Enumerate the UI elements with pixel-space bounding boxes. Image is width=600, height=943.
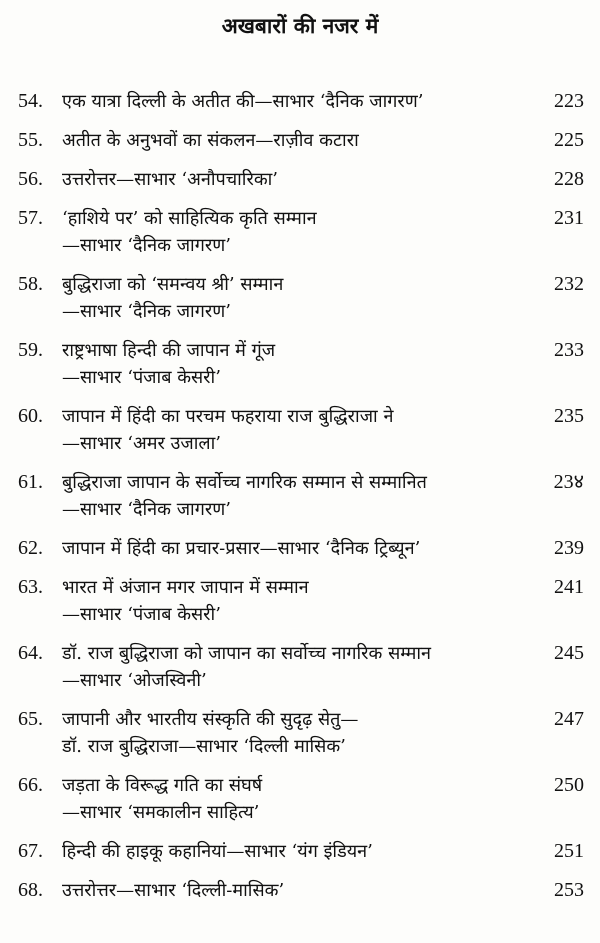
entry-title bbox=[62, 403, 532, 457]
entry-title bbox=[62, 205, 532, 259]
entry-title-line: —साभार ‘समकालीन साहित्य’ bbox=[62, 802, 260, 823]
entry-page-number: 232 bbox=[554, 273, 584, 295]
entry-number: 66. bbox=[18, 774, 43, 796]
entry-title-line: उत्तरोत्तर—साभार ‘अनौपचारिका’ bbox=[62, 169, 279, 190]
entry-number: 64. bbox=[18, 642, 43, 664]
entry-page-number: 245 bbox=[554, 642, 584, 664]
entry-title-line: डॉ. राज बुद्धिराजा को जापान का सर्वोच्च नागरिक सम्मान bbox=[62, 643, 432, 664]
entry-title-line: जापानी और भारतीय संस्कृति की सुदृढ़ सेतु— bbox=[62, 709, 359, 730]
entry-number: 68. bbox=[18, 879, 43, 901]
entry-page-number: 23४ bbox=[553, 471, 584, 493]
entry-page-number: 241 bbox=[554, 576, 584, 598]
entry-title-line: —साभार ‘पंजाब केसरी’ bbox=[62, 604, 221, 625]
entry-number: 61. bbox=[18, 471, 43, 493]
entry-page-number: 233 bbox=[554, 339, 584, 361]
entry-title-line: जापान में हिंदी का परचम फहराया राज बुद्धिराजा ने bbox=[62, 406, 394, 427]
entry-page-number: 239 bbox=[554, 537, 584, 559]
entry-title-line: —साभार ‘दैनिक जागरण’ bbox=[62, 301, 231, 322]
entry-title-line: डॉ. राज बुद्धिराजा—साभार ‘दिल्ली मासिक’ bbox=[62, 736, 346, 757]
contents-entry bbox=[0, 271, 600, 325]
entry-title-line: एक यात्रा दिल्ली के अतीत की—साभार ‘दैनिक जागरण’ bbox=[62, 91, 424, 112]
entry-title-line: जापान में हिंदी का प्रचार-प्रसार—साभार ‘दैनिक ट्रिब्यून’ bbox=[62, 538, 421, 559]
contents-entry bbox=[0, 706, 600, 760]
entry-page-number: 231 bbox=[554, 207, 584, 229]
entry-page-number: 225 bbox=[554, 129, 584, 151]
entry-title-line: उत्तरोत्तर—साभार ‘दिल्ली-मासिक’ bbox=[62, 880, 285, 901]
entry-title bbox=[62, 838, 532, 865]
entry-title bbox=[62, 469, 532, 523]
entry-page-number: 247 bbox=[554, 708, 584, 730]
contents-entry bbox=[0, 205, 600, 259]
contents-entry bbox=[0, 535, 600, 562]
entry-number: 60. bbox=[18, 405, 43, 427]
entry-number: 67. bbox=[18, 840, 43, 862]
entry-title-line: हिन्दी की हाइकू कहानियां—साभार ‘यंग इंडियन’ bbox=[62, 841, 373, 862]
entry-title bbox=[62, 337, 532, 391]
entry-title bbox=[62, 88, 532, 115]
contents-entry bbox=[0, 574, 600, 628]
entry-title bbox=[62, 535, 532, 562]
contents-entry bbox=[0, 838, 600, 865]
contents-entry bbox=[0, 640, 600, 694]
entry-page-number: 253 bbox=[554, 879, 584, 901]
contents-entry bbox=[0, 772, 600, 826]
entry-number: 56. bbox=[18, 168, 43, 190]
entry-number: 57. bbox=[18, 207, 43, 229]
entry-title-line: राष्ट्रभाषा हिन्दी की जापान में गूंज bbox=[62, 340, 276, 361]
contents-entry bbox=[0, 88, 600, 115]
entry-page-number: 228 bbox=[554, 168, 584, 190]
entry-number: 54. bbox=[18, 90, 43, 112]
entry-title-line: बुद्धिराजा को ‘समन्वय श्री’ सम्मान bbox=[62, 274, 284, 295]
entry-title-line: —साभार ‘अमर उजाला’ bbox=[62, 433, 222, 454]
page-title: अखबारों की नजर में bbox=[221, 13, 379, 38]
entry-page-number: 250 bbox=[554, 774, 584, 796]
contents-entry bbox=[0, 166, 600, 193]
entry-title-line: —साभार ‘दैनिक जागरण’ bbox=[62, 499, 231, 520]
entry-title bbox=[62, 706, 532, 760]
entry-title-line: बुद्धिराजा जापान के सर्वोच्च नागरिक सम्मान से सम्मानित bbox=[62, 472, 427, 493]
entry-page-number: 235 bbox=[554, 405, 584, 427]
entry-title bbox=[62, 772, 532, 826]
entry-title bbox=[62, 574, 532, 628]
entry-page-number: 251 bbox=[554, 840, 584, 862]
entry-number: 62. bbox=[18, 537, 43, 559]
entry-title bbox=[62, 127, 532, 154]
entry-title-line: अतीत के अनुभवों का संकलन—राज़ीव कटारा bbox=[62, 130, 359, 151]
entry-title-line: भारत में अंजान मगर जापान में सम्मान bbox=[62, 577, 309, 598]
entry-title-line: ‘हाशिये पर’ को साहित्यिक कृति सम्मान bbox=[62, 208, 317, 229]
entry-title-line: —साभार ‘पंजाब केसरी’ bbox=[62, 367, 221, 388]
entry-title bbox=[62, 271, 532, 325]
entry-number: 65. bbox=[18, 708, 43, 730]
entry-number: 58. bbox=[18, 273, 43, 295]
contents-entry bbox=[0, 469, 600, 523]
contents-entry bbox=[0, 127, 600, 154]
entry-title bbox=[62, 166, 532, 193]
entry-page-number: 223 bbox=[554, 90, 584, 112]
entry-title bbox=[62, 640, 532, 694]
entry-number: 59. bbox=[18, 339, 43, 361]
contents-entry bbox=[0, 877, 600, 904]
entry-title-line: —साभार ‘ओजस्विनी’ bbox=[62, 670, 207, 691]
entry-title bbox=[62, 877, 532, 904]
contents-entry bbox=[0, 337, 600, 391]
contents-entry bbox=[0, 403, 600, 457]
entry-title-line: —साभार ‘दैनिक जागरण’ bbox=[62, 235, 231, 256]
entry-title-line: जड़ता के विरूद्ध गति का संघर्ष bbox=[62, 775, 263, 796]
contents-list bbox=[0, 88, 600, 916]
entry-number: 55. bbox=[18, 129, 43, 151]
entry-number: 63. bbox=[18, 576, 43, 598]
